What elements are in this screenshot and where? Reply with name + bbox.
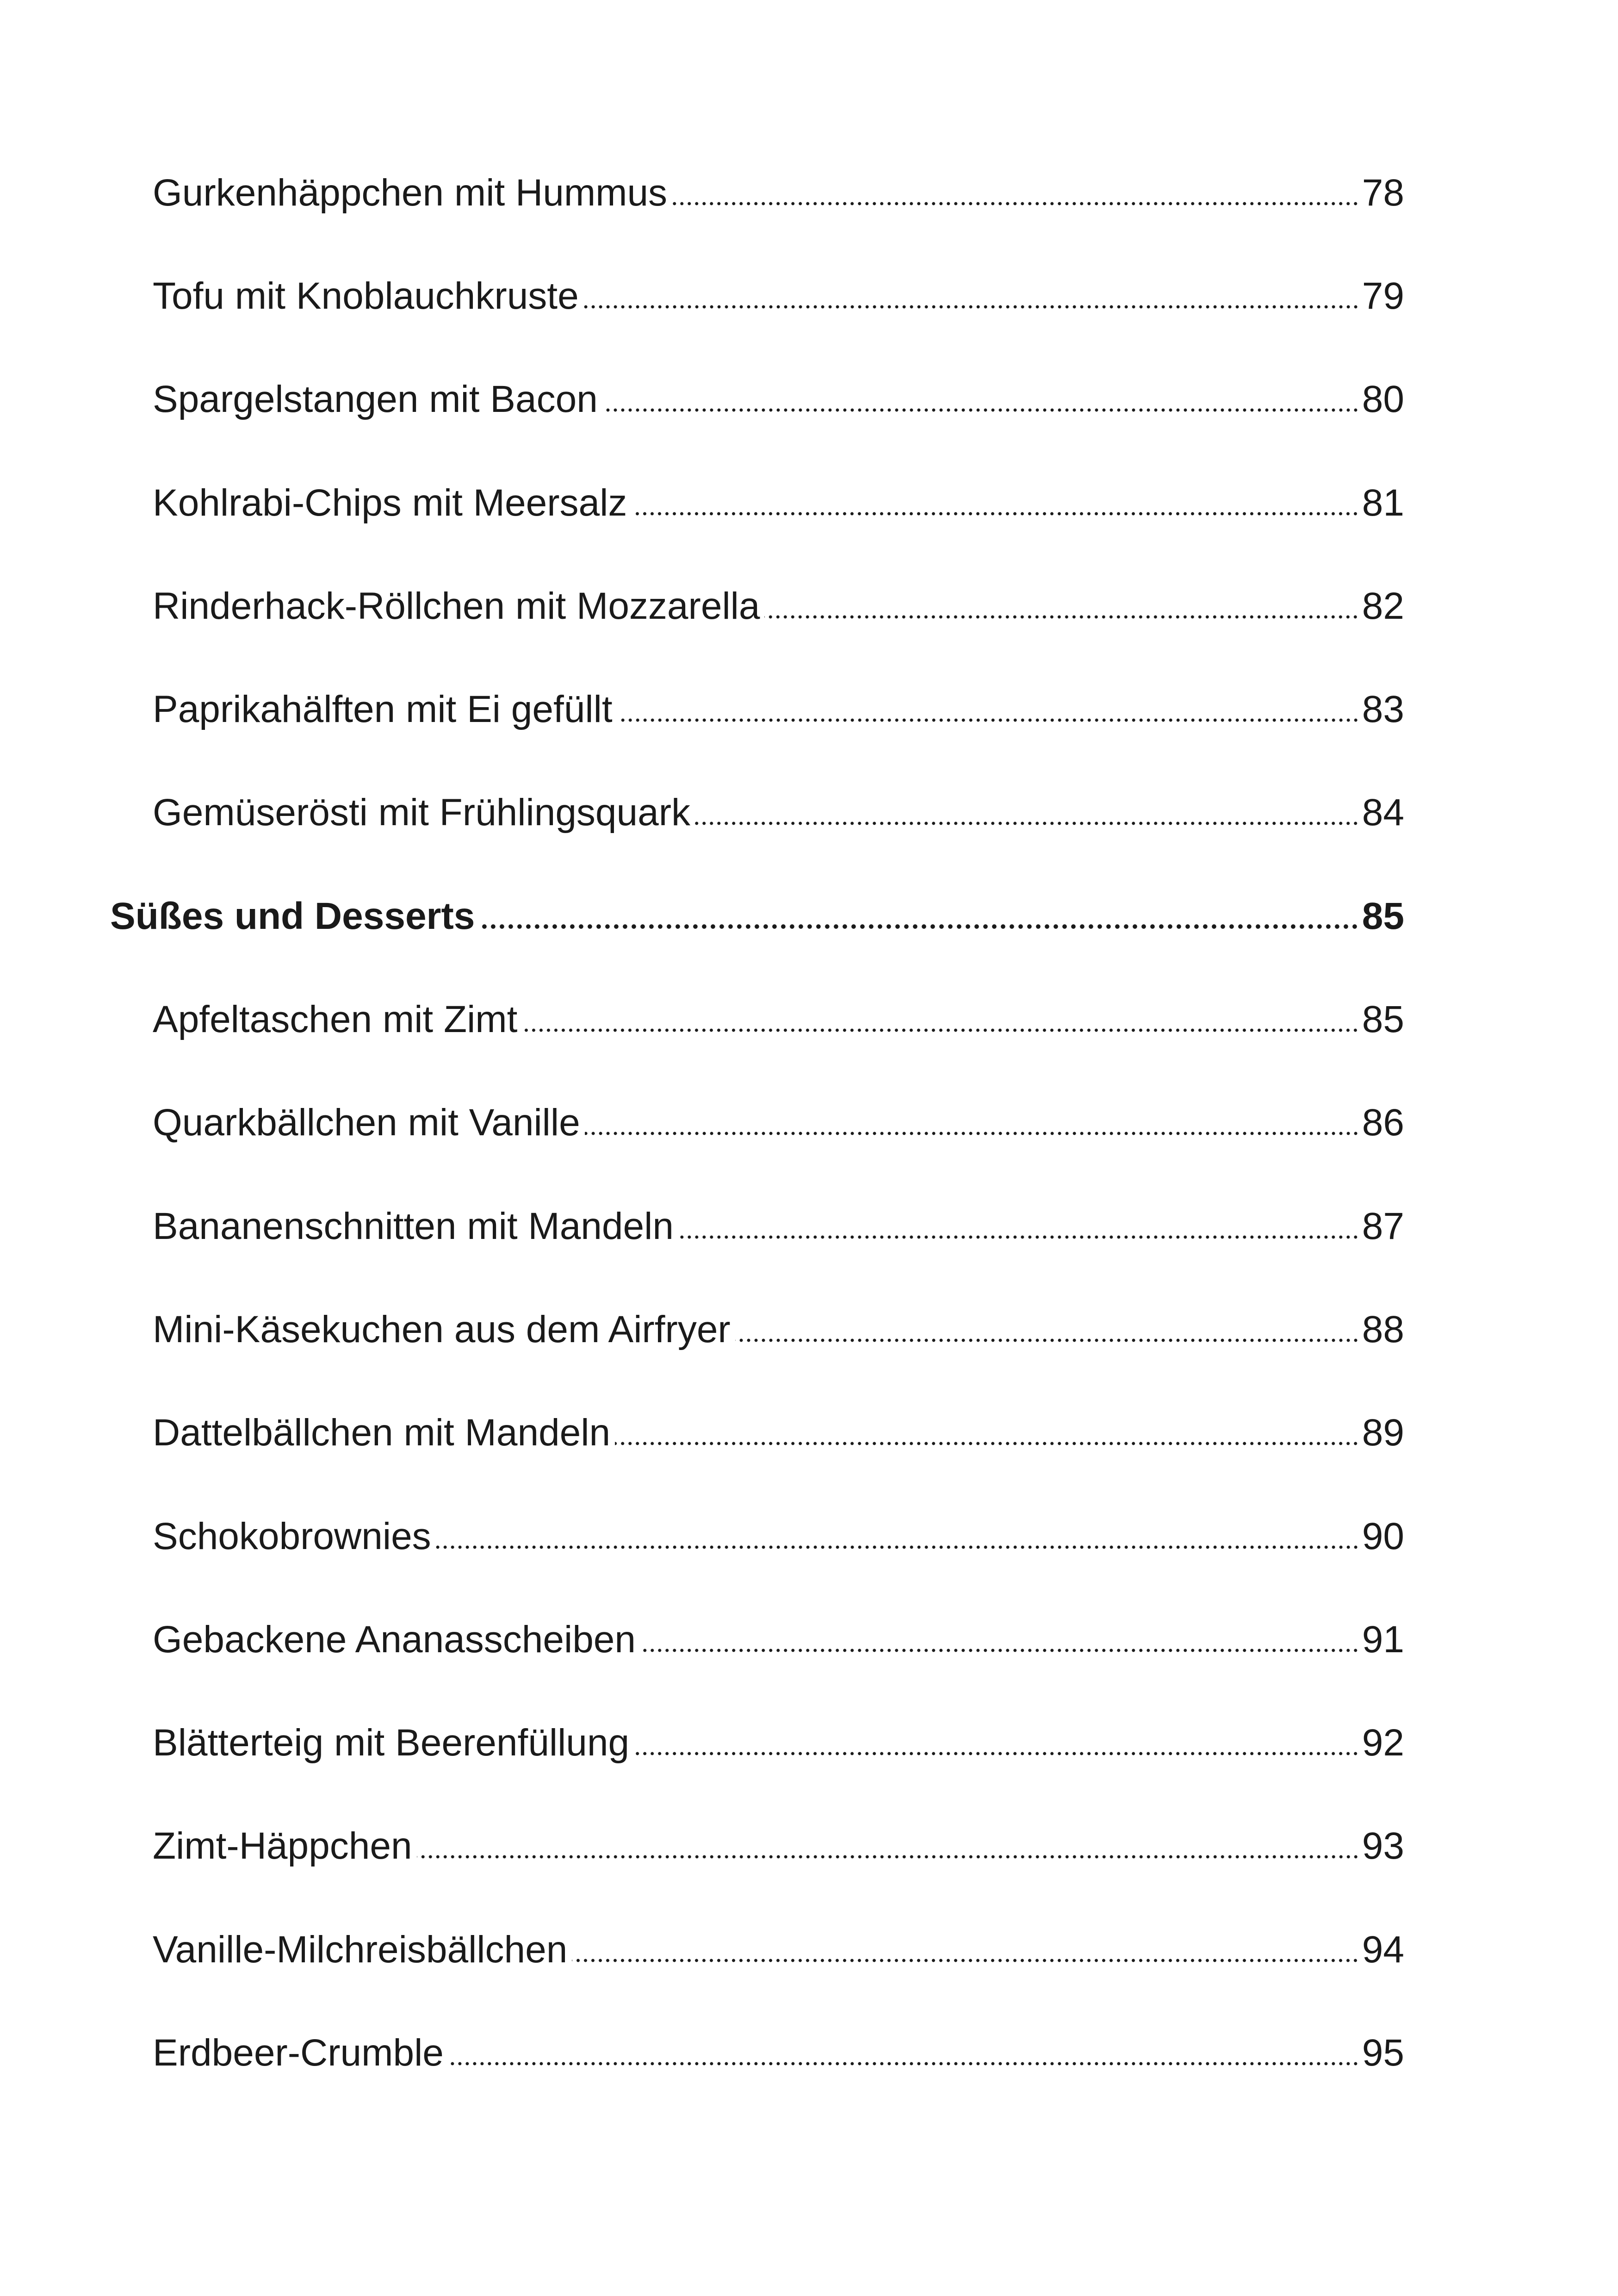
toc-entry-title: Quarkbällchen mit Vanille (153, 1101, 580, 1144)
toc-entry[interactable] (0, 2001, 1618, 2104)
toc-entry-page: 90 (1362, 1515, 1404, 1557)
toc-entry-page: 91 (1362, 1618, 1404, 1661)
toc-entry-title: Dattelbällchen mit Mandeln (153, 1412, 611, 1454)
toc-entry-page: 92 (1362, 1722, 1404, 1764)
toc-dot-leader (417, 1827, 1359, 1865)
toc-entry[interactable] (0, 141, 1618, 244)
toc-entry-page: 88 (1362, 1308, 1404, 1350)
toc-dot-leader (672, 174, 1359, 212)
toc-entry-page: 94 (1362, 1928, 1404, 1971)
toc-entry[interactable] (0, 348, 1618, 451)
table-of-contents (0, 141, 1618, 2105)
toc-entry-page: 95 (1362, 2031, 1404, 2074)
toc-entry-page: 82 (1362, 585, 1404, 627)
toc-dot-leader (522, 1001, 1359, 1039)
toc-entry[interactable] (0, 1278, 1618, 1381)
toc-entry-title: Blätterteig mit Beerenfüllung (153, 1722, 630, 1764)
toc-dot-leader (640, 1621, 1359, 1659)
toc-entry-page: 86 (1362, 1101, 1404, 1144)
toc-entry[interactable] (0, 1691, 1618, 1794)
toc-dot-leader (615, 1414, 1359, 1452)
toc-section-page: 85 (1362, 895, 1404, 937)
toc-entry[interactable] (0, 1795, 1618, 1898)
toc-entry-title: Erdbeer-Crumble (153, 2031, 444, 2074)
toc-entry-title: Rinderhack-Röllchen mit Mozzarella (153, 585, 760, 627)
toc-entry[interactable] (0, 244, 1618, 348)
toc-entry-page: 78 (1362, 171, 1404, 214)
toc-entry-title: Paprikahälften mit Ei gefüllt (153, 688, 613, 731)
toc-entry[interactable] (0, 658, 1618, 761)
toc-entry-title: Gebackene Ananasscheiben (153, 1618, 636, 1661)
toc-entry-title: Apfeltaschen mit Zimt (153, 998, 518, 1041)
toc-section-title: Süßes und Desserts (110, 895, 475, 937)
toc-dot-leader (602, 380, 1359, 418)
toc-entry-page: 80 (1362, 378, 1404, 421)
toc-section-heading[interactable] (0, 865, 1618, 968)
toc-dot-leader (764, 587, 1359, 625)
toc-entry-title: Zimt-Häppchen (153, 1825, 412, 1867)
toc-dot-leader (632, 484, 1359, 522)
toc-entry-page: 89 (1362, 1412, 1404, 1454)
toc-entry[interactable] (0, 1071, 1618, 1175)
toc-dot-leader (678, 1207, 1359, 1245)
toc-dot-leader (448, 2034, 1359, 2072)
toc-entry-page: 81 (1362, 481, 1404, 524)
toc-entry-title: Tofu mit Knoblauchkruste (153, 274, 579, 317)
toc-dot-leader (436, 1518, 1359, 1556)
toc-entry-title: Gurkenhäppchen mit Hummus (153, 171, 668, 214)
toc-entry-title: Vanille-Milchreisbällchen (153, 1928, 568, 1971)
toc-dot-leader (634, 1724, 1359, 1762)
toc-entry-page: 79 (1362, 274, 1404, 317)
toc-dot-leader (585, 1104, 1359, 1142)
toc-entry[interactable] (0, 1381, 1618, 1485)
toc-dot-leader (695, 794, 1359, 832)
toc-dot-leader (572, 1931, 1359, 1969)
toc-entry-title: Bananenschnitten mit Mandeln (153, 1205, 674, 1247)
toc-entry-page: 93 (1362, 1825, 1404, 1867)
toc-entry-title: Schokobrownies (153, 1515, 431, 1557)
toc-entry[interactable] (0, 1588, 1618, 1691)
toc-entry-title: Mini-Käsekuchen aus dem Airfryer (153, 1308, 731, 1350)
toc-entry[interactable] (0, 451, 1618, 554)
toc-entry[interactable] (0, 1485, 1618, 1588)
toc-entry[interactable] (0, 968, 1618, 1071)
toc-dot-leader (479, 897, 1359, 935)
toc-dot-leader (735, 1311, 1359, 1349)
toc-entry-page: 85 (1362, 998, 1404, 1041)
toc-entry[interactable] (0, 761, 1618, 865)
toc-dot-leader (617, 691, 1359, 728)
toc-entry-page: 87 (1362, 1205, 1404, 1247)
toc-entry[interactable] (0, 1898, 1618, 2001)
toc-entry-title: Spargelstangen mit Bacon (153, 378, 598, 421)
toc-entry-page: 84 (1362, 791, 1404, 834)
toc-entry-page: 83 (1362, 688, 1404, 731)
toc-entry[interactable] (0, 554, 1618, 658)
toc-dot-leader (583, 277, 1359, 315)
toc-entry[interactable] (0, 1175, 1618, 1278)
toc-entry-title: Gemüserösti mit Frühlingsquark (153, 791, 691, 834)
toc-entry-title: Kohlrabi-Chips mit Meersalz (153, 481, 627, 524)
